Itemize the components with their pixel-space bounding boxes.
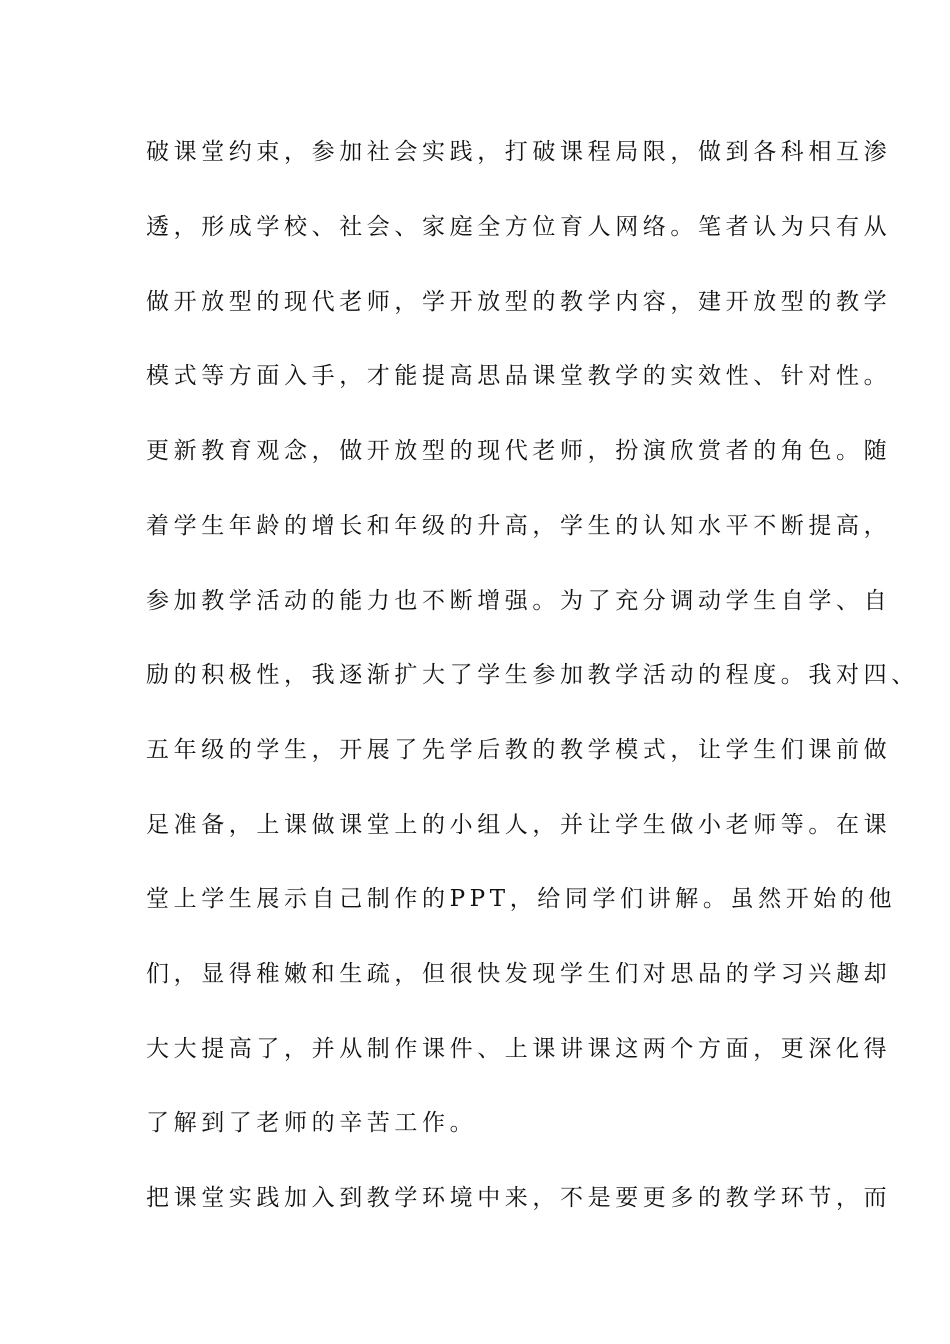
text-line: 堂上学生展示自己制作的PPT，给同学们讲解。虽然开始的他 (146, 886, 897, 912)
text-line: 做开放型的现代老师，学开放型的教学内容，建开放型的教学 (146, 289, 892, 315)
text-line: 了解到了老师的辛苦工作。 (146, 1110, 478, 1136)
text-line: 把课堂实践加入到教学环境中来，不是要更多的教学环节，而 (146, 1185, 892, 1211)
text-line: 着学生年龄的增长和年级的升高，学生的认知水平不断提高， (146, 513, 892, 539)
text-line: 大大提高了，并从制作课件、上课讲课这两个方面，更深化得 (146, 1036, 892, 1062)
text-line: 破课堂约束，参加社会实践，打破课程局限，做到各科相互渗 (146, 139, 892, 165)
text-line: 足准备，上课做课堂上的小组人，并让学生做小老师等。在课 (146, 812, 892, 838)
text-line: 透，形成学校、社会、家庭全方位育人网络。笔者认为只有从 (146, 214, 892, 240)
text-line: 参加教学活动的能力也不断增强。为了充分调动学生自学、自 (146, 588, 892, 614)
text-line: 更新教育观念，做开放型的现代老师，扮演欣赏者的角色。随 (146, 438, 892, 464)
text-line: 们，显得稚嫩和生疏，但很快发现学生们对思品的学习兴趣却 (146, 961, 892, 987)
text-line: 模式等方面入手，才能提高思品课堂教学的实效性、针对性。 (146, 363, 892, 389)
text-line: 励的积极性，我逐渐扩大了学生参加教学活动的程度。我对四、 (146, 662, 919, 688)
text-line: 五年级的学生，开展了先学后教的教学模式，让学生们课前做 (146, 737, 892, 763)
